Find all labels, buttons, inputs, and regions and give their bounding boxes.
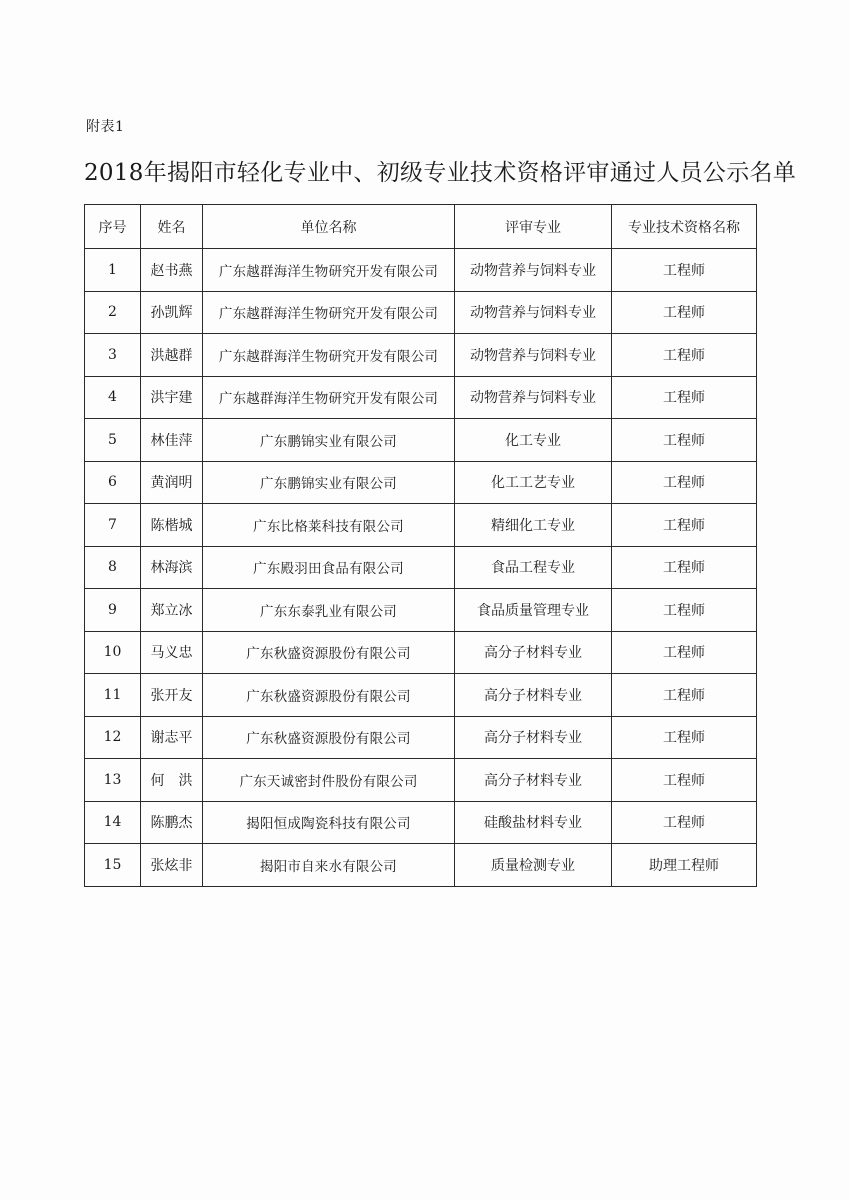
cell-organization: 广东秋盛资源股份有限公司 bbox=[203, 631, 455, 674]
cell-qualification: 工程师 bbox=[612, 716, 757, 759]
cell-serial-number: 3 bbox=[85, 334, 141, 377]
table-row bbox=[85, 334, 757, 377]
cell-name: 张开友 bbox=[141, 674, 203, 717]
cell-qualification: 工程师 bbox=[612, 631, 757, 674]
cell-review-major: 高分子材料专业 bbox=[455, 759, 612, 802]
cell-serial-number: 13 bbox=[85, 759, 141, 802]
cell-review-major: 动物营养与饲料专业 bbox=[455, 334, 612, 377]
cell-organization: 揭阳市自来水有限公司 bbox=[203, 844, 455, 887]
cell-serial-number: 6 bbox=[85, 461, 141, 504]
cell-serial-number: 5 bbox=[85, 419, 141, 462]
cell-serial-number: 4 bbox=[85, 376, 141, 419]
cell-name: 林佳萍 bbox=[141, 419, 203, 462]
cell-review-major: 硅酸盐材料专业 bbox=[455, 801, 612, 844]
cell-serial-number: 11 bbox=[85, 674, 141, 717]
cell-name: 赵书燕 bbox=[141, 249, 203, 292]
cell-qualification: 工程师 bbox=[612, 546, 757, 589]
cell-organization: 揭阳恒成陶瓷科技有限公司 bbox=[203, 801, 455, 844]
cell-organization: 广东鹏锦实业有限公司 bbox=[203, 461, 455, 504]
header-qualification: 专业技术资格名称 bbox=[612, 205, 757, 249]
cell-name: 谢志平 bbox=[141, 716, 203, 759]
cell-organization: 广东越群海洋生物研究开发有限公司 bbox=[203, 376, 455, 419]
table-row bbox=[85, 419, 757, 462]
table-row bbox=[85, 716, 757, 759]
cell-qualification: 工程师 bbox=[612, 801, 757, 844]
cell-name: 张炫非 bbox=[141, 844, 203, 887]
table-row bbox=[85, 674, 757, 717]
cell-name: 何 洪 bbox=[141, 759, 203, 802]
cell-serial-number: 2 bbox=[85, 291, 141, 334]
table-row bbox=[85, 461, 757, 504]
cell-serial-number: 1 bbox=[85, 249, 141, 292]
cell-review-major: 食品工程专业 bbox=[455, 546, 612, 589]
cell-name: 孙凯辉 bbox=[141, 291, 203, 334]
cell-organization: 广东秋盛资源股份有限公司 bbox=[203, 716, 455, 759]
cell-serial-number: 15 bbox=[85, 844, 141, 887]
table-row bbox=[85, 546, 757, 589]
header-review-major: 评审专业 bbox=[455, 205, 612, 249]
header-organization: 单位名称 bbox=[203, 205, 455, 249]
cell-serial-number: 12 bbox=[85, 716, 141, 759]
cell-name: 林海滨 bbox=[141, 546, 203, 589]
cell-review-major: 高分子材料专业 bbox=[455, 716, 612, 759]
roster-table bbox=[84, 204, 757, 887]
cell-organization: 广东天诚密封件股份有限公司 bbox=[203, 759, 455, 802]
cell-review-major: 化工专业 bbox=[455, 419, 612, 462]
cell-name: 马义忠 bbox=[141, 631, 203, 674]
cell-name: 黄润明 bbox=[141, 461, 203, 504]
table-row bbox=[85, 504, 757, 547]
table-row bbox=[85, 844, 757, 887]
annex-label: 附表1 bbox=[86, 119, 125, 135]
header-row bbox=[85, 205, 757, 249]
table-row bbox=[85, 801, 757, 844]
cell-qualification: 工程师 bbox=[612, 291, 757, 334]
cell-name: 洪宇建 bbox=[141, 376, 203, 419]
header-name: 姓名 bbox=[141, 205, 203, 249]
cell-qualification: 工程师 bbox=[612, 504, 757, 547]
cell-qualification: 助理工程师 bbox=[612, 844, 757, 887]
table-header bbox=[85, 205, 757, 249]
cell-qualification: 工程师 bbox=[612, 249, 757, 292]
header-serial-number: 序号 bbox=[85, 205, 141, 249]
document-title: 2018年揭阳市轻化专业中、初级专业技术资格评审通过人员公示名单 bbox=[84, 160, 797, 186]
cell-organization: 广东秋盛资源股份有限公司 bbox=[203, 674, 455, 717]
cell-organization: 广东比格莱科技有限公司 bbox=[203, 504, 455, 547]
table-body bbox=[85, 249, 757, 887]
cell-organization: 广东越群海洋生物研究开发有限公司 bbox=[203, 249, 455, 292]
cell-qualification: 工程师 bbox=[612, 461, 757, 504]
cell-qualification: 工程师 bbox=[612, 376, 757, 419]
cell-name: 洪越群 bbox=[141, 334, 203, 377]
cell-qualification: 工程师 bbox=[612, 334, 757, 377]
cell-review-major: 动物营养与饲料专业 bbox=[455, 376, 612, 419]
cell-name: 陈鹏杰 bbox=[141, 801, 203, 844]
cell-review-major: 高分子材料专业 bbox=[455, 674, 612, 717]
cell-serial-number: 14 bbox=[85, 801, 141, 844]
table-row bbox=[85, 589, 757, 632]
table-row bbox=[85, 291, 757, 334]
cell-review-major: 质量检测专业 bbox=[455, 844, 612, 887]
cell-qualification: 工程师 bbox=[612, 674, 757, 717]
cell-serial-number: 10 bbox=[85, 631, 141, 674]
cell-name: 陈楷城 bbox=[141, 504, 203, 547]
cell-review-major: 动物营养与饲料专业 bbox=[455, 249, 612, 292]
table-row bbox=[85, 376, 757, 419]
table-row bbox=[85, 759, 757, 802]
cell-review-major: 化工工艺专业 bbox=[455, 461, 612, 504]
cell-qualification: 工程师 bbox=[612, 419, 757, 462]
cell-serial-number: 7 bbox=[85, 504, 141, 547]
cell-organization: 广东东泰乳业有限公司 bbox=[203, 589, 455, 632]
cell-organization: 广东殿羽田食品有限公司 bbox=[203, 546, 455, 589]
cell-review-major: 动物营养与饲料专业 bbox=[455, 291, 612, 334]
cell-organization: 广东越群海洋生物研究开发有限公司 bbox=[203, 291, 455, 334]
cell-review-major: 食品质量管理专业 bbox=[455, 589, 612, 632]
cell-organization: 广东越群海洋生物研究开发有限公司 bbox=[203, 334, 455, 377]
cell-review-major: 高分子材料专业 bbox=[455, 631, 612, 674]
table-row bbox=[85, 249, 757, 292]
cell-qualification: 工程师 bbox=[612, 589, 757, 632]
cell-serial-number: 9 bbox=[85, 589, 141, 632]
cell-qualification: 工程师 bbox=[612, 759, 757, 802]
cell-review-major: 精细化工专业 bbox=[455, 504, 612, 547]
cell-name: 郑立冰 bbox=[141, 589, 203, 632]
cell-organization: 广东鹏锦实业有限公司 bbox=[203, 419, 455, 462]
table-row bbox=[85, 631, 757, 674]
cell-serial-number: 8 bbox=[85, 546, 141, 589]
